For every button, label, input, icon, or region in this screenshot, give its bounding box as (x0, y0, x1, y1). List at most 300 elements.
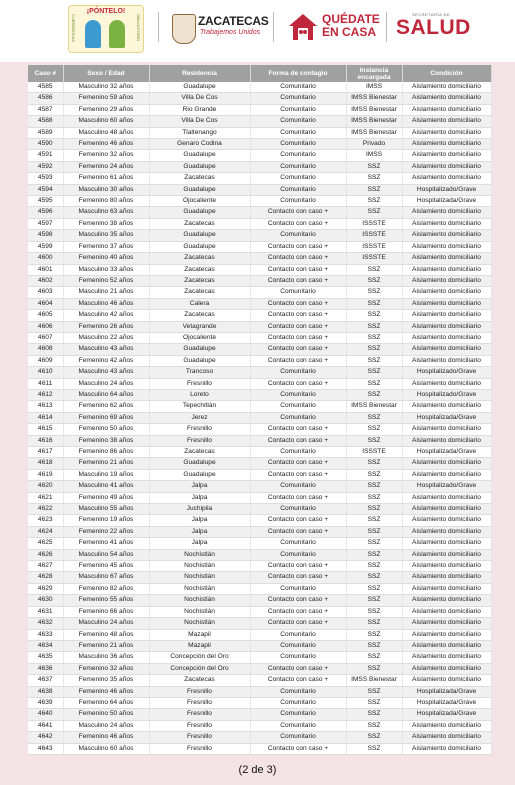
col-header-residencia: Residencia (149, 65, 250, 82)
cell-residencia: Ojocaliente (149, 196, 250, 207)
cell-sexo-edad: Femenino 66 años (63, 606, 149, 617)
cell-caso: 4635 (28, 652, 63, 663)
cell-instancia: SSZ (346, 549, 402, 560)
cell-condicion: Hospitalizada/Grave (402, 196, 491, 207)
table-row (28, 127, 491, 138)
table-row (28, 709, 491, 720)
cell-condicion: Aislamiento domiciliario (402, 720, 491, 731)
cell-residencia: Jalpa (149, 538, 250, 549)
cell-sexo-edad: Femenino 69 años (63, 412, 149, 423)
cell-residencia: Fresnillo (149, 686, 250, 697)
cell-sexo-edad: Masculino 33 años (63, 264, 149, 275)
cell-instancia: IMSS Bienestar (346, 93, 402, 104)
cell-instancia: SSZ (346, 173, 402, 184)
cell-forma-contagio: Comunitario (250, 720, 346, 731)
cell-condicion: Aislamiento domiciliario (402, 230, 491, 241)
table-row (28, 595, 491, 606)
table-row (28, 230, 491, 241)
cell-condicion: Aislamiento domiciliario (402, 104, 491, 115)
cell-sexo-edad: Masculino 67 años (63, 572, 149, 583)
cell-sexo-edad: Femenino 21 años (63, 458, 149, 469)
zacatecas-title: ZACATECAS (198, 14, 269, 28)
table-row (28, 412, 491, 423)
table-row (28, 264, 491, 275)
cell-residencia: Fresnillo (149, 378, 250, 389)
cell-residencia: Nochistlán (149, 561, 250, 572)
cell-caso: 4608 (28, 344, 63, 355)
cell-sexo-edad: Masculino 43 años (63, 344, 149, 355)
cell-sexo-edad: Femenino 26 años (63, 321, 149, 332)
cell-sexo-edad: Femenino 38 años (63, 435, 149, 446)
quedate-line1: QUÉDATE (322, 12, 380, 26)
cell-sexo-edad: Femenino 50 años (63, 424, 149, 435)
cell-caso: 4615 (28, 424, 63, 435)
cell-residencia: Fresnillo (149, 709, 250, 720)
cell-sexo-edad: Femenino 37 años (63, 241, 149, 252)
cell-forma-contagio: Contacto con caso + (250, 332, 346, 343)
cell-sexo-edad: Masculino 35 años (63, 230, 149, 241)
cell-condicion: Aislamiento domiciliario (402, 150, 491, 161)
table-row (28, 104, 491, 115)
cell-forma-contagio: Comunitario (250, 538, 346, 549)
cell-sexo-edad: Femenino 61 años (63, 173, 149, 184)
table-row (28, 332, 491, 343)
cell-caso: 4622 (28, 504, 63, 515)
cell-forma-contagio: Comunitario (250, 732, 346, 743)
cell-residencia: Guadalupe (149, 355, 250, 366)
cell-forma-contagio: Contacto con caso + (250, 264, 346, 275)
cell-condicion: Hospitalizado/Grave (402, 367, 491, 378)
cell-instancia: SSZ (346, 321, 402, 332)
cell-instancia: SSZ (346, 709, 402, 720)
cell-sexo-edad: Masculino 64 años (63, 389, 149, 400)
cell-caso: 4587 (28, 104, 63, 115)
cell-forma-contagio: Contacto con caso + (250, 298, 346, 309)
cell-instancia: SSZ (346, 526, 402, 537)
cell-forma-contagio: Comunitario (250, 161, 346, 172)
cell-instancia: SSZ (346, 378, 402, 389)
table-row (28, 697, 491, 708)
cell-sexo-edad: Femenino 59 años (63, 93, 149, 104)
cell-sexo-edad: Femenino 46 años (63, 686, 149, 697)
cell-condicion: Hospitalizado/Grave (402, 184, 491, 195)
table-row (28, 686, 491, 697)
table-row (28, 287, 491, 298)
header-divider (158, 12, 159, 42)
cell-forma-contagio: Comunitario (250, 93, 346, 104)
table-row (28, 561, 491, 572)
header-banner (0, 0, 515, 62)
cell-caso: 4634 (28, 640, 63, 651)
cell-forma-contagio: Comunitario (250, 629, 346, 640)
cell-sexo-edad: Femenino 49 años (63, 492, 149, 503)
cell-residencia: Nochistlán (149, 572, 250, 583)
cell-caso: 4606 (28, 321, 63, 332)
table-row (28, 253, 491, 264)
cell-residencia: Trancoso (149, 367, 250, 378)
cell-caso: 4602 (28, 275, 63, 286)
cell-caso: 4593 (28, 173, 63, 184)
table-row (28, 401, 491, 412)
cell-forma-contagio: Contacto con caso + (250, 344, 346, 355)
table-row (28, 161, 491, 172)
col-header-forma-contagio: Forma de contagio (250, 65, 346, 82)
table-row (28, 481, 491, 492)
ponte-cubrebocas-logo (68, 5, 144, 53)
zacatecas-crest-icon (172, 14, 196, 44)
cell-instancia: SSZ (346, 298, 402, 309)
ponte-left-label: CUBREBOCAS (71, 14, 76, 43)
table-row (28, 241, 491, 252)
cell-caso: 4607 (28, 332, 63, 343)
cell-sexo-edad: Masculino 21 años (63, 287, 149, 298)
cell-forma-contagio: Comunitario (250, 82, 346, 93)
cell-instancia: SSZ (346, 629, 402, 640)
cell-caso: 4610 (28, 367, 63, 378)
cell-instancia: IMSS Bienestar (346, 401, 402, 412)
table-row (28, 207, 491, 218)
cell-caso: 4616 (28, 435, 63, 446)
cell-residencia: Jerez (149, 412, 250, 423)
col-header-sexo-edad: Sexo / Edad (63, 65, 149, 82)
cell-sexo-edad: Femenino 46 años (63, 139, 149, 150)
cell-condicion: Aislamiento domiciliario (402, 93, 491, 104)
cell-instancia: SSZ (346, 207, 402, 218)
cell-condicion: Aislamiento domiciliario (402, 629, 491, 640)
table-row (28, 116, 491, 127)
cell-residencia: Villa De Cos (149, 93, 250, 104)
cell-residencia: Calera (149, 298, 250, 309)
cell-instancia: ISSSTE (346, 230, 402, 241)
cell-residencia: Zacatecas (149, 310, 250, 321)
cell-forma-contagio: Comunitario (250, 367, 346, 378)
cell-caso: 4617 (28, 447, 63, 458)
cell-instancia: SSZ (346, 184, 402, 195)
cell-caso: 4605 (28, 310, 63, 321)
cell-instancia: SSZ (346, 720, 402, 731)
cell-forma-contagio: Comunitario (250, 150, 346, 161)
cases-table (28, 65, 492, 755)
cell-sexo-edad: Femenino 64 años (63, 697, 149, 708)
cell-condicion: Aislamiento domiciliario (402, 504, 491, 515)
cell-condicion: Hospitalizada/Grave (402, 447, 491, 458)
cell-forma-contagio: Comunitario (250, 127, 346, 138)
cell-sexo-edad: Femenino 42 años (63, 355, 149, 366)
cell-caso: 4597 (28, 218, 63, 229)
table-row (28, 492, 491, 503)
table-row (28, 310, 491, 321)
cell-caso: 4594 (28, 184, 63, 195)
table-row (28, 504, 491, 515)
cell-residencia: Zacatecas (149, 218, 250, 229)
table-row (28, 743, 491, 754)
table-row (28, 572, 491, 583)
cell-residencia: Zacatecas (149, 275, 250, 286)
header-divider (273, 12, 274, 42)
cell-caso: 4631 (28, 606, 63, 617)
cell-condicion: Aislamiento domiciliario (402, 116, 491, 127)
cell-residencia: Guadalupe (149, 458, 250, 469)
cell-sexo-edad: Masculino 60 años (63, 116, 149, 127)
cell-residencia: Zacatecas (149, 675, 250, 686)
cell-instancia: SSZ (346, 481, 402, 492)
cell-forma-contagio: Comunitario (250, 184, 346, 195)
cell-forma-contagio: Comunitario (250, 709, 346, 720)
cell-condicion: Aislamiento domiciliario (402, 743, 491, 754)
cell-condicion: Aislamiento domiciliario (402, 378, 491, 389)
cell-caso: 4638 (28, 686, 63, 697)
table-row (28, 93, 491, 104)
cell-sexo-edad: Femenino 24 años (63, 161, 149, 172)
table-row (28, 458, 491, 469)
cell-residencia: Guadalupe (149, 150, 250, 161)
cell-residencia: Jalpa (149, 481, 250, 492)
cell-sexo-edad: Femenino 35 años (63, 675, 149, 686)
cell-instancia: SSZ (346, 412, 402, 423)
cell-condicion: Aislamiento domiciliario (402, 275, 491, 286)
cell-instancia: SSZ (346, 561, 402, 572)
cell-instancia: SSZ (346, 196, 402, 207)
cell-forma-contagio: Contacto con caso + (250, 492, 346, 503)
cell-caso: 4642 (28, 732, 63, 743)
cell-forma-contagio: Contacto con caso + (250, 595, 346, 606)
cell-instancia: SSZ (346, 640, 402, 651)
cell-forma-contagio: Contacto con caso + (250, 743, 346, 754)
table-row (28, 378, 491, 389)
cell-forma-contagio: Contacto con caso + (250, 275, 346, 286)
cell-residencia: Tlaltenango (149, 127, 250, 138)
cell-forma-contagio: Comunitario (250, 139, 346, 150)
cell-instancia: SSZ (346, 435, 402, 446)
cell-residencia: Ojocaliente (149, 332, 250, 343)
cell-sexo-edad: Masculino 30 años (63, 184, 149, 195)
table-row (28, 184, 491, 195)
cell-instancia: SSZ (346, 355, 402, 366)
table-row (28, 469, 491, 480)
cell-residencia: Nochistlán (149, 549, 250, 560)
zacatecas-slogan: Trabajemos Unidos (200, 29, 261, 36)
cell-instancia: SSZ (346, 652, 402, 663)
cell-forma-contagio: Comunitario (250, 196, 346, 207)
cell-instancia: SSZ (346, 332, 402, 343)
cell-caso: 4625 (28, 538, 63, 549)
cell-condicion: Aislamiento domiciliario (402, 161, 491, 172)
cell-caso: 4596 (28, 207, 63, 218)
cell-residencia: Loreto (149, 389, 250, 400)
cell-sexo-edad: Femenino 50 años (63, 709, 149, 720)
cell-sexo-edad: Masculino 46 años (63, 298, 149, 309)
cell-instancia: SSZ (346, 310, 402, 321)
cell-residencia: Vetagrande (149, 321, 250, 332)
cell-forma-contagio: Comunitario (250, 389, 346, 400)
cell-caso: 4586 (28, 93, 63, 104)
cell-instancia: SSZ (346, 595, 402, 606)
cell-condicion: Aislamiento domiciliario (402, 355, 491, 366)
cell-condicion: Aislamiento domiciliario (402, 435, 491, 446)
cell-forma-contagio: Contacto con caso + (250, 241, 346, 252)
cell-caso: 4636 (28, 663, 63, 674)
cell-condicion: Hospitalizada/Grave (402, 697, 491, 708)
cell-residencia: Fresnillo (149, 424, 250, 435)
cell-caso: 4592 (28, 161, 63, 172)
cell-sexo-edad: Masculino 54 años (63, 549, 149, 560)
cell-sexo-edad: Femenino 55 años (63, 595, 149, 606)
table-row (28, 321, 491, 332)
table-row (28, 515, 491, 526)
ponte-right-label: OBLIGATORIO (136, 14, 141, 42)
cell-sexo-edad: Femenino 32 años (63, 663, 149, 674)
cell-sexo-edad: Femenino 46 años (63, 732, 149, 743)
cell-residencia: Guadalupe (149, 241, 250, 252)
cell-caso: 4604 (28, 298, 63, 309)
cell-residencia: Jalpa (149, 515, 250, 526)
cell-sexo-edad: Masculino 41 años (63, 481, 149, 492)
cell-sexo-edad: Femenino 19 años (63, 515, 149, 526)
cell-forma-contagio: Comunitario (250, 583, 346, 594)
cell-residencia: Zacatecas (149, 253, 250, 264)
cell-caso: 4639 (28, 697, 63, 708)
cell-instancia: Privado (346, 139, 402, 150)
cell-forma-contagio: Comunitario (250, 116, 346, 127)
cell-sexo-edad: Masculino 24 años (63, 378, 149, 389)
cell-residencia: Nochistlán (149, 606, 250, 617)
cell-residencia: Rio Grande (149, 104, 250, 115)
cell-condicion: Aislamiento domiciliario (402, 332, 491, 343)
cell-forma-contagio: Comunitario (250, 401, 346, 412)
cell-condicion: Aislamiento domiciliario (402, 241, 491, 252)
cell-instancia: SSZ (346, 743, 402, 754)
cell-condicion: Aislamiento domiciliario (402, 344, 491, 355)
person-icon (109, 20, 125, 48)
cell-caso: 4591 (28, 150, 63, 161)
cell-condicion: Aislamiento domiciliario (402, 469, 491, 480)
cell-forma-contagio: Contacto con caso + (250, 355, 346, 366)
cell-forma-contagio: Comunitario (250, 697, 346, 708)
table-row (28, 424, 491, 435)
cell-residencia: Guadalupe (149, 82, 250, 93)
cell-sexo-edad: Femenino 29 años (63, 104, 149, 115)
cell-forma-contagio: Contacto con caso + (250, 424, 346, 435)
cell-caso: 4585 (28, 82, 63, 93)
cell-caso: 4641 (28, 720, 63, 731)
cell-sexo-edad: Masculino 55 años (63, 504, 149, 515)
cell-forma-contagio: Comunitario (250, 481, 346, 492)
table-row (28, 447, 491, 458)
table-row (28, 355, 491, 366)
cell-caso: 4611 (28, 378, 63, 389)
cell-forma-contagio: Contacto con caso + (250, 378, 346, 389)
cell-residencia: Mazapil (149, 629, 250, 640)
cell-sexo-edad: Femenino 32 años (63, 150, 149, 161)
cell-caso: 4589 (28, 127, 63, 138)
cell-residencia: Fresnillo (149, 435, 250, 446)
cell-condicion: Aislamiento domiciliario (402, 253, 491, 264)
cell-instancia: SSZ (346, 732, 402, 743)
cell-condicion: Aislamiento domiciliario (402, 218, 491, 229)
table-row (28, 218, 491, 229)
cell-caso: 4614 (28, 412, 63, 423)
cell-condicion: Aislamiento domiciliario (402, 321, 491, 332)
cell-instancia: SSZ (346, 515, 402, 526)
cell-sexo-edad: Femenino 41 años (63, 538, 149, 549)
cell-sexo-edad: Femenino 86 años (63, 447, 149, 458)
table-row (28, 549, 491, 560)
cell-sexo-edad: Masculino 42 años (63, 310, 149, 321)
cell-condicion: Hospitalizada/Grave (402, 709, 491, 720)
cell-caso: 4595 (28, 196, 63, 207)
cell-instancia: SSZ (346, 275, 402, 286)
cell-residencia: Fresnillo (149, 720, 250, 731)
cell-residencia: Guadalupe (149, 184, 250, 195)
cell-instancia: ISSSTE (346, 253, 402, 264)
cell-sexo-edad: Masculino 24 años (63, 618, 149, 629)
cell-forma-contagio: Contacto con caso + (250, 321, 346, 332)
cell-condicion: Aislamiento domiciliario (402, 207, 491, 218)
cell-residencia: Villa De Cos (149, 116, 250, 127)
cell-caso: 4620 (28, 481, 63, 492)
cell-residencia: Tepechitlán (149, 401, 250, 412)
cell-condicion: Aislamiento domiciliario (402, 139, 491, 150)
table-row (28, 663, 491, 674)
cell-condicion: Aislamiento domiciliario (402, 458, 491, 469)
table-row (28, 196, 491, 207)
cell-caso: 4618 (28, 458, 63, 469)
cell-condicion: Hospitalizado/Grave (402, 481, 491, 492)
cell-condicion: Aislamiento domiciliario (402, 561, 491, 572)
cell-condicion: Hospitalizado/Grave (402, 389, 491, 400)
table-row (28, 139, 491, 150)
cell-residencia: Concepción del Oro (149, 652, 250, 663)
cell-residencia: Fresnillo (149, 732, 250, 743)
cell-caso: 4598 (28, 230, 63, 241)
cell-residencia: Fresnillo (149, 743, 250, 754)
cell-condicion: Hospitalizada/Grave (402, 686, 491, 697)
cell-instancia: SSZ (346, 697, 402, 708)
table-row (28, 583, 491, 594)
cell-condicion: Aislamiento domiciliario (402, 640, 491, 651)
table-row (28, 629, 491, 640)
table-row (28, 640, 491, 651)
cell-forma-contagio: Comunitario (250, 686, 346, 697)
cell-residencia: Guadalupe (149, 469, 250, 480)
cell-instancia: IMSS (346, 82, 402, 93)
cell-sexo-edad: Masculino 63 años (63, 207, 149, 218)
cell-residencia: Zacatecas (149, 264, 250, 275)
table-row (28, 275, 491, 286)
table-row (28, 720, 491, 731)
cell-forma-contagio: Contacto con caso + (250, 663, 346, 674)
cell-sexo-edad: Femenino 82 años (63, 583, 149, 594)
salud-logo: SALUD (396, 16, 471, 39)
cell-instancia: SSZ (346, 287, 402, 298)
cell-condicion: Aislamiento domiciliario (402, 538, 491, 549)
table-header-row (28, 65, 491, 82)
cell-sexo-edad: Masculino 32 años (63, 82, 149, 93)
cell-forma-contagio: Contacto con caso + (250, 618, 346, 629)
cell-forma-contagio: Comunitario (250, 640, 346, 651)
cell-residencia: Nochistlán (149, 618, 250, 629)
cell-sexo-edad: Femenino 48 años (63, 629, 149, 640)
cell-condicion: Aislamiento domiciliario (402, 618, 491, 629)
cell-instancia: ISSSTE (346, 241, 402, 252)
cell-caso: 4627 (28, 561, 63, 572)
cell-caso: 4603 (28, 287, 63, 298)
cell-caso: 4623 (28, 515, 63, 526)
cell-residencia: Guadalupe (149, 207, 250, 218)
cell-instancia: SSZ (346, 538, 402, 549)
cell-forma-contagio: Contacto con caso + (250, 606, 346, 617)
table-row (28, 538, 491, 549)
